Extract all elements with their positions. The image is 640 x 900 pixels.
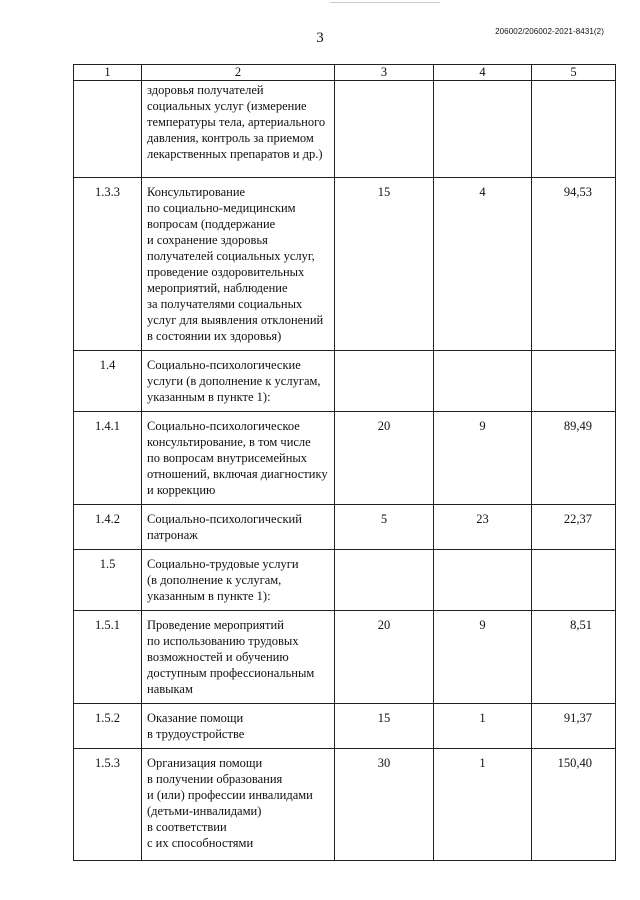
row-number: 1.5.2	[74, 704, 142, 749]
row-value-4: 1	[434, 749, 532, 861]
row-number: 1.5.3	[74, 749, 142, 861]
row-description: Социально-психологические услуги (в дополнение к услугам, указанным в пункте 1):	[142, 351, 335, 412]
table-row	[74, 505, 616, 550]
document-id: 206002/206002-2021-8431(2)	[495, 27, 604, 36]
table-row	[74, 178, 616, 351]
table-row	[74, 611, 616, 704]
row-number: 1.5.1	[74, 611, 142, 704]
row-description: здоровья получателей социальных услуг (измерение температуры тела, артериального давления, контроль за приемом лекарственных препаратов и др.)	[142, 81, 335, 178]
row-value-3: 20	[335, 611, 434, 704]
table-row	[74, 749, 616, 861]
row-description: Оказание помощи в трудоустройстве	[142, 704, 335, 749]
row-description: Проведение мероприятий по использованию трудовых возможностей и обучению доступным профессиональным навыкам	[142, 611, 335, 704]
row-number: 1.4	[74, 351, 142, 412]
column-header-5: 5	[532, 65, 616, 81]
row-value-5: 89,49	[532, 412, 616, 505]
services-table	[73, 64, 616, 861]
row-value-3	[335, 351, 434, 412]
column-header-2: 2	[142, 65, 335, 81]
row-number: 1.5	[74, 550, 142, 611]
row-description: Социально-психологический патронаж	[142, 505, 335, 550]
table-row	[74, 351, 616, 412]
row-value-4: 9	[434, 611, 532, 704]
row-value-5: 22,37	[532, 505, 616, 550]
row-value-3: 15	[335, 704, 434, 749]
row-value-3: 20	[335, 412, 434, 505]
column-header-4: 4	[434, 65, 532, 81]
row-value-4	[434, 550, 532, 611]
row-value-4: 1	[434, 704, 532, 749]
row-value-3	[335, 550, 434, 611]
row-value-3: 15	[335, 178, 434, 351]
table-header-row	[74, 65, 616, 81]
page-number: 3	[316, 30, 324, 46]
row-description: Социально-психологическое консультирование, в том числе по вопросам внутрисемейных отношений, включая диагностику и коррекцию	[142, 412, 335, 505]
row-value-5: 150,40	[532, 749, 616, 861]
row-value-3: 5	[335, 505, 434, 550]
row-value-3	[335, 81, 434, 178]
row-value-5: 91,37	[532, 704, 616, 749]
row-value-4: 9	[434, 412, 532, 505]
table-row	[74, 550, 616, 611]
row-number: 1.4.2	[74, 505, 142, 550]
row-number: 1.3.3	[74, 178, 142, 351]
row-description: Организация помощи в получении образования и (или) профессии инвалидами (детьми-инвалидами) в соответствии с их способностями	[142, 749, 335, 861]
row-value-5	[532, 81, 616, 178]
row-value-3: 30	[335, 749, 434, 861]
column-header-1: 1	[74, 65, 142, 81]
table-row	[74, 704, 616, 749]
row-value-4: 4	[434, 178, 532, 351]
row-value-4	[434, 81, 532, 178]
table-row	[74, 412, 616, 505]
row-number	[74, 81, 142, 178]
row-description: Социально-трудовые услуги (в дополнение к услугам, указанным в пункте 1):	[142, 550, 335, 611]
top-rule	[330, 2, 440, 3]
table-row	[74, 81, 616, 178]
row-value-5: 94,53	[532, 178, 616, 351]
row-description: Консультирование по социально-медицинским вопросам (поддержание и сохранение здоровья получателей социальных услуг, проведение оздоровительных мероприятий, наблюдение за получателями социальных услуг для выявления отклонений в состоянии их здоровья)	[142, 178, 335, 351]
row-value-4: 23	[434, 505, 532, 550]
row-number: 1.4.1	[74, 412, 142, 505]
column-header-3: 3	[335, 65, 434, 81]
row-value-4	[434, 351, 532, 412]
row-value-5	[532, 351, 616, 412]
row-value-5: 8,51	[532, 611, 616, 704]
row-value-5	[532, 550, 616, 611]
